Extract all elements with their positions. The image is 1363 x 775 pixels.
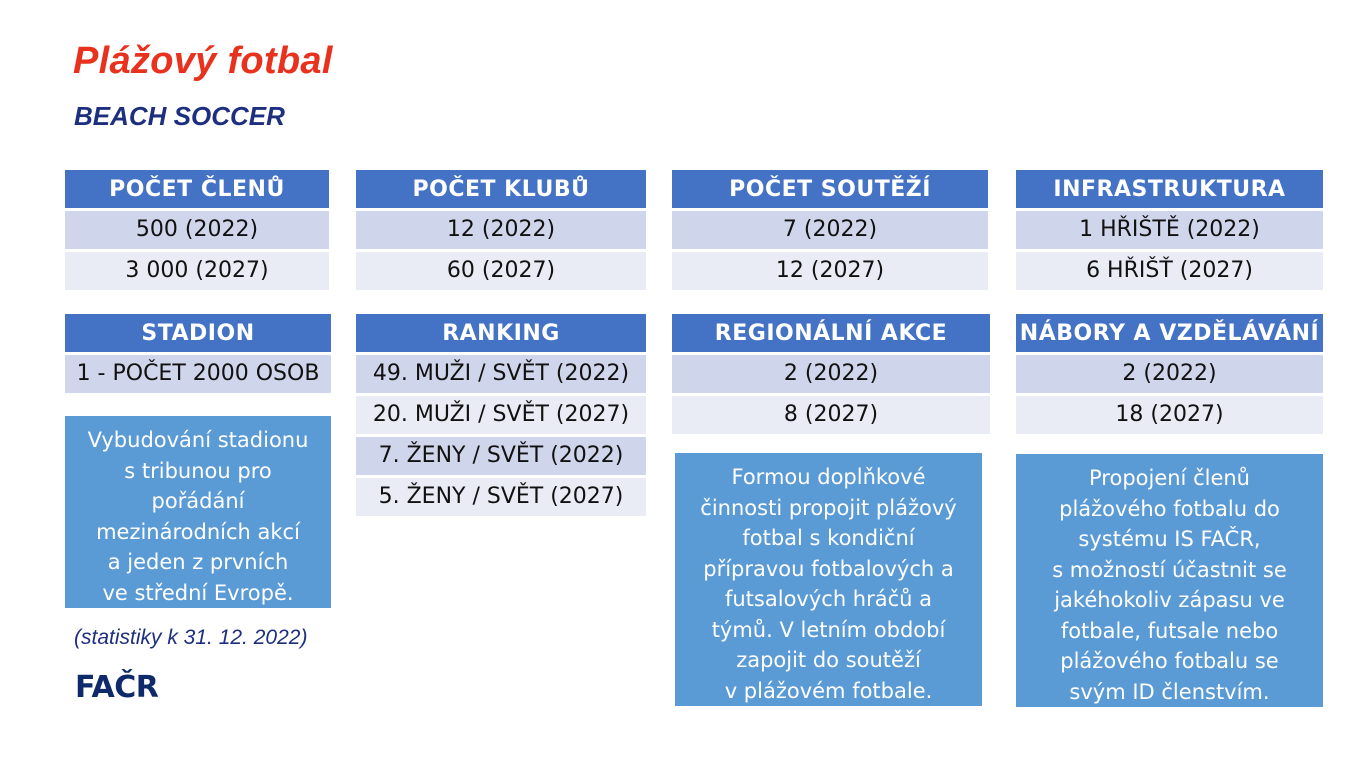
block-header: POČET KLUBŮ xyxy=(356,170,646,208)
note-regionalni-akce: Formou doplňkové činnosti propojit plážový fotbal s kondiční přípravou fotbalových a futsalových hráčů a týmů. V letním období zapojit do soutěží v plážovém fotbale. xyxy=(675,453,982,706)
block-row: 60 (2027) xyxy=(356,252,646,290)
block-header: POČET ČLENŮ xyxy=(65,170,329,208)
block-row: 7 (2022) xyxy=(672,211,988,249)
block-row: 49. MUŽI / SVĚT (2022) xyxy=(356,355,646,393)
block-row: 18 (2027) xyxy=(1016,396,1323,434)
block-row: 12 (2027) xyxy=(672,252,988,290)
block-header: POČET SOUTĚŽÍ xyxy=(672,170,988,208)
statistics-footnote: (statistiky k 31. 12. 2022) xyxy=(74,626,308,649)
block-header: STADION xyxy=(65,314,331,352)
block-row: 12 (2022) xyxy=(356,211,646,249)
block-header: REGIONÁLNÍ AKCE xyxy=(672,314,990,352)
block-nabory-vzdelavani xyxy=(1016,314,1323,434)
note-stadion: Vybudování stadionu s tribunou pro pořádání mezinárodních akcí a jeden z prvních ve střední Evropě. xyxy=(65,416,331,608)
block-header: NÁBORY A VZDĚLÁVÁNÍ xyxy=(1016,314,1323,352)
block-regionalni-akce xyxy=(672,314,990,434)
block-row: 8 (2027) xyxy=(672,396,990,434)
block-header: INFRASTRUKTURA xyxy=(1016,170,1323,208)
block-ranking xyxy=(356,314,646,516)
block-row: 2 (2022) xyxy=(1016,355,1323,393)
block-pocet-soutezi xyxy=(672,170,988,290)
facr-logo: FAČR xyxy=(75,670,159,705)
block-row: 5. ŽENY / SVĚT (2027) xyxy=(356,478,646,516)
block-row: 1 - POČET 2000 OSOB xyxy=(65,355,331,393)
block-pocet-clenu xyxy=(65,170,329,290)
block-header: RANKING xyxy=(356,314,646,352)
block-stadion xyxy=(65,314,331,393)
block-row: 2 (2022) xyxy=(672,355,990,393)
block-pocet-klubu xyxy=(356,170,646,290)
block-row: 3 000 (2027) xyxy=(65,252,329,290)
page-title: Plážový fotbal xyxy=(73,40,333,82)
note-nabory-vzdelavani: Propojení členů plážového fotbalu do systému IS FAČR, s možností účastnit se jakéhokoliv zápasu ve fotbale, futsale nebo plážového fotbalu se svým ID členstvím. xyxy=(1016,454,1323,707)
block-row: 7. ŽENY / SVĚT (2022) xyxy=(356,437,646,475)
block-row: 500 (2022) xyxy=(65,211,329,249)
page-subtitle: BEACH SOCCER xyxy=(74,101,285,131)
block-row: 6 HŘIŠŤ (2027) xyxy=(1016,252,1323,290)
block-row: 20. MUŽI / SVĚT (2027) xyxy=(356,396,646,434)
block-infrastruktura xyxy=(1016,170,1323,290)
block-row: 1 HŘIŠTĚ (2022) xyxy=(1016,211,1323,249)
